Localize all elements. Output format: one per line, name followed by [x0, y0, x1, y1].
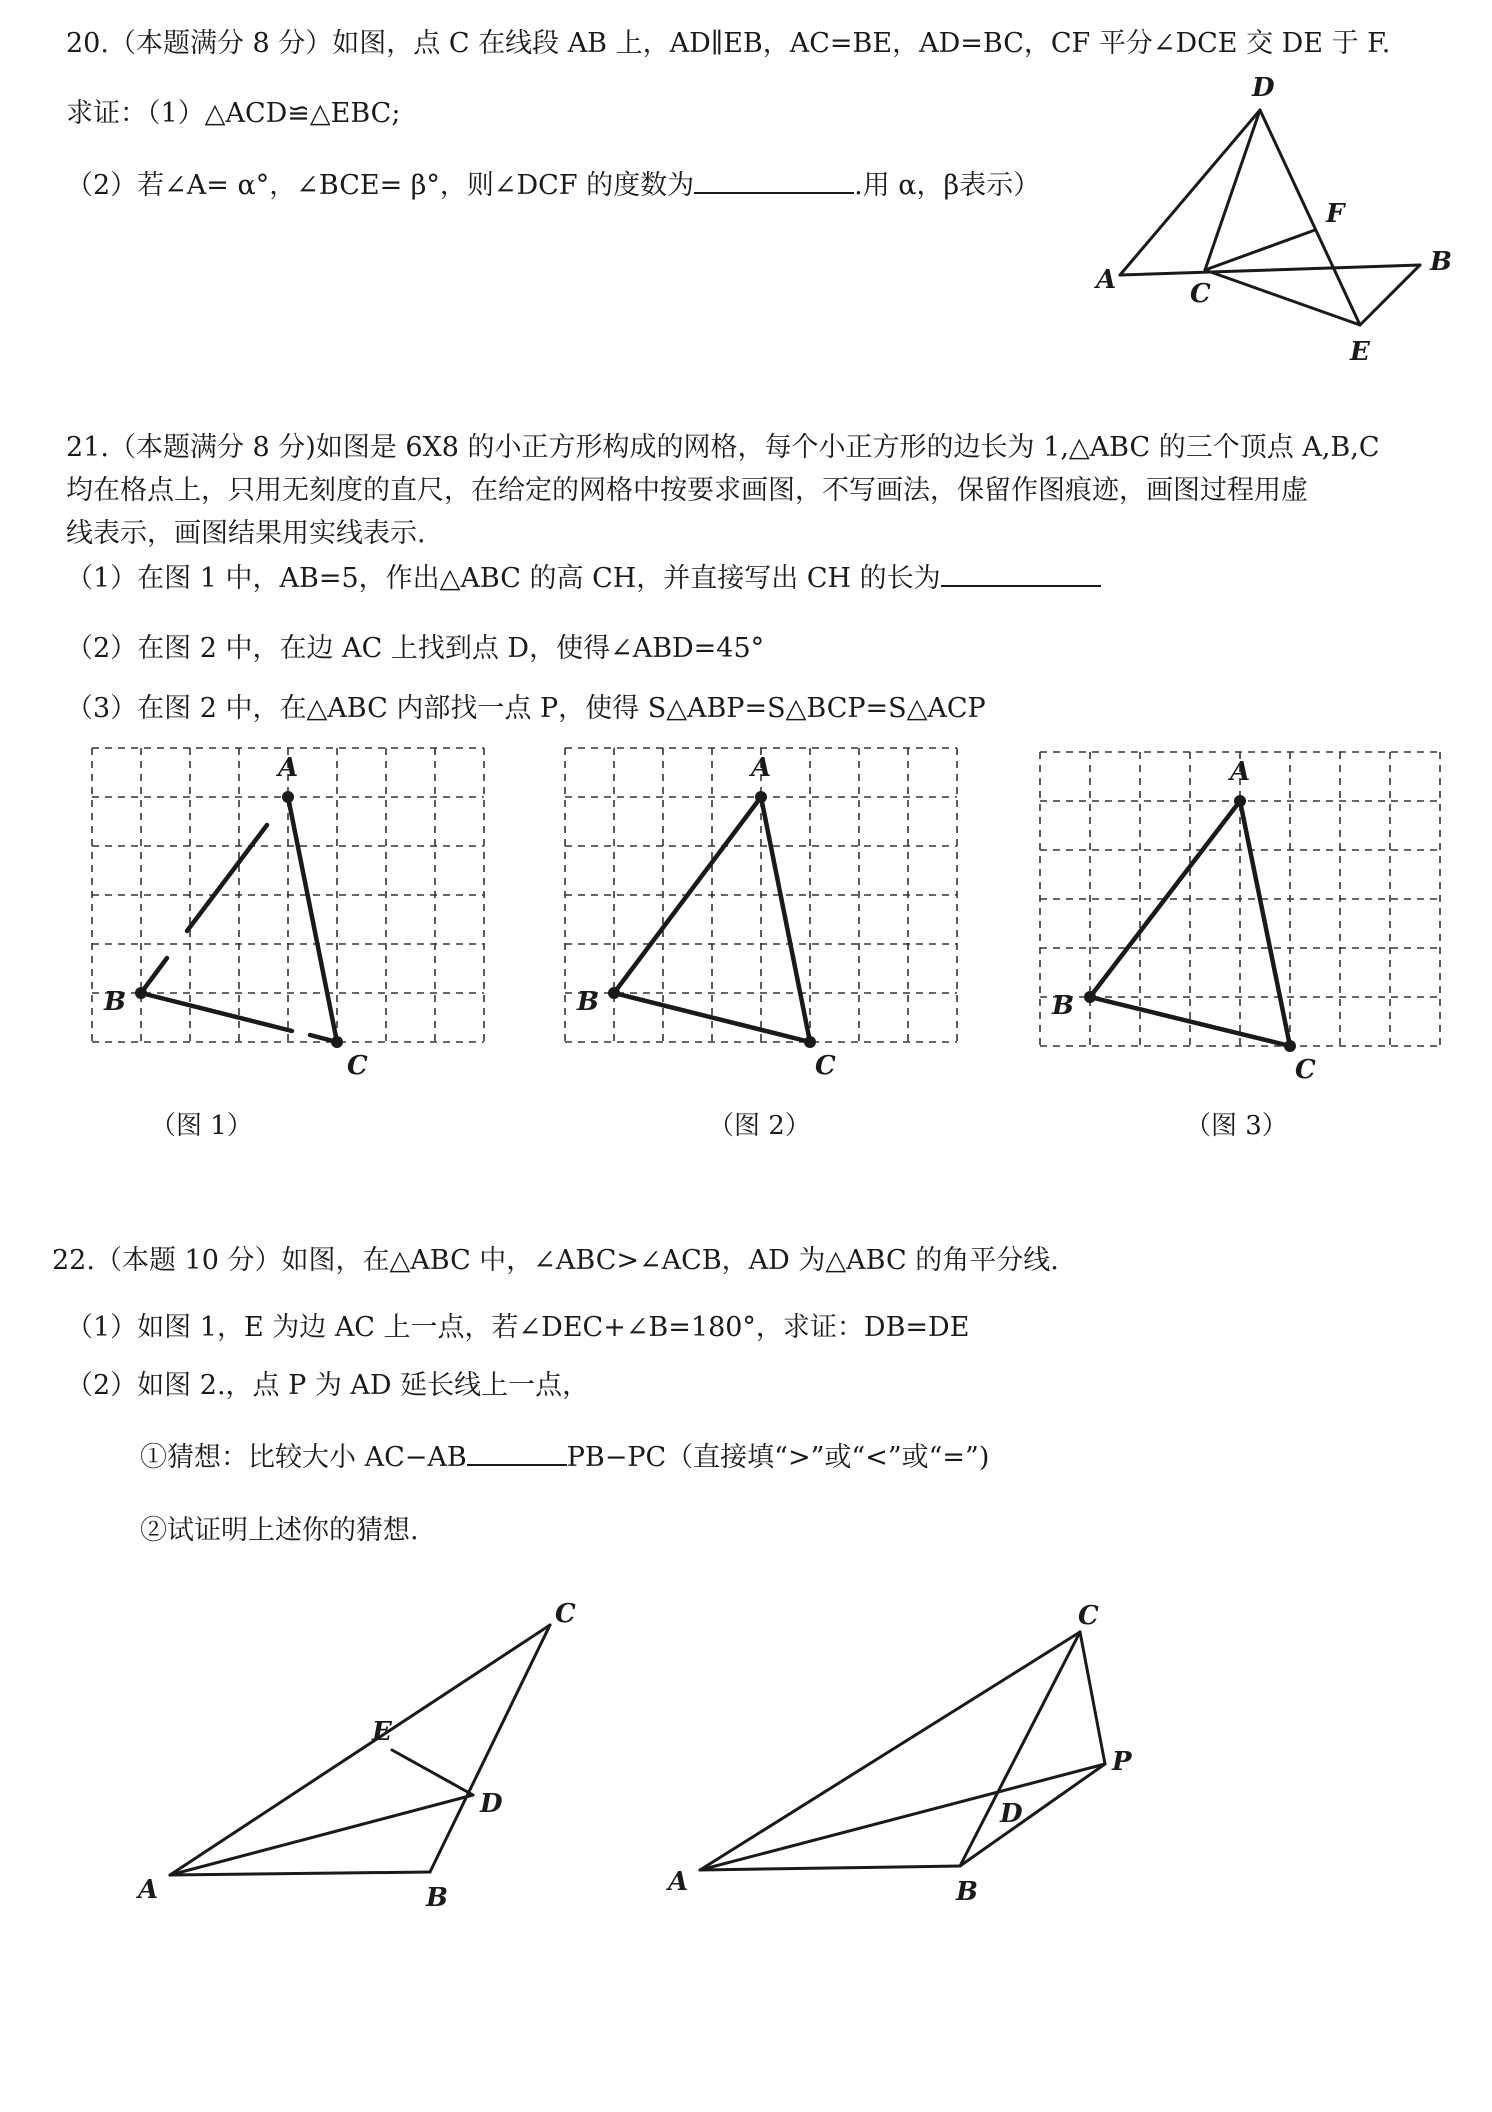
segment-cd [1205, 110, 1260, 270]
q20-label-a: A [1096, 265, 1117, 295]
q21-line2: 均在格点上，只用无刻度的直尺，在给定的网格中按要求画图，不写画法，保留作图痕迹，画图过程用虚 [66, 475, 1308, 506]
q20-label-c: C [1190, 279, 1211, 309]
q21-part1-text: （1）在图 1 中，AB=5，作出△ABC 的高 CH，并直接写出 CH 的长为 [66, 563, 941, 594]
q21-answer-blank[interactable] [941, 563, 1101, 587]
caption-figure-1: （图 1） [150, 1111, 253, 1141]
fig2-label-b: B [577, 987, 599, 1017]
fig1-label-b: B [104, 987, 126, 1017]
q21-part1 [66, 563, 1101, 595]
fig3-label-a: A [1230, 757, 1251, 787]
q22-figure-2 [660, 1600, 1200, 1920]
q22-prove: ②试证明上述你的猜想. [140, 1515, 419, 1546]
q21-grid-figure-2 [565, 748, 965, 1081]
fig3-label-b: B [1052, 991, 1074, 1021]
q20-label-b: B [1430, 247, 1452, 277]
fig1-label-c: C [347, 1051, 368, 1081]
q22-fig1-label-a: A [138, 1875, 159, 1905]
q22-part1: （1）如图 1，E 为边 AC 上一点，若∠DEC+∠B=180°，求证：DB=DE [66, 1312, 970, 1343]
q20-label-e: E [1350, 337, 1370, 367]
q20-figure [1080, 70, 1460, 380]
caption-figure-3: （图 3） [1185, 1111, 1288, 1141]
caption-figure-2: （图 2） [708, 1111, 811, 1141]
q20-answer-blank[interactable] [694, 170, 854, 194]
segment-de [1260, 110, 1360, 325]
fig1-label-a: A [278, 753, 299, 783]
fig2-label-c: C [815, 1051, 836, 1081]
q20-line1: 20.（本题满分 8 分）如图，点 C 在线段 AB 上，AD∥EB，AC=BE，AD=BC，CF 平分∠DCE 交 DE 于 F. [66, 28, 1391, 59]
q21-grid-figure-1 [92, 748, 492, 1081]
q21-grid-figure-3 [1040, 752, 1450, 1085]
q21-line1: 21.（本题满分 8 分)如图是 6X8 的小正方形构成的网格，每个小正方形的边长为 1,△ABC 的三个顶点 A,B,C [66, 432, 1380, 463]
q22-guess [140, 1442, 989, 1474]
q21-part3: （3）在图 2 中，在△ABC 内部找一点 P，使得 S△ABP=S△BCP=S△ACP [66, 693, 986, 724]
q22-fig2-label-p: P [1112, 1747, 1132, 1777]
q20-label-f: F [1326, 199, 1345, 229]
q22-line1: 22.（本题 10 分）如图，在△ABC 中，∠ABC>∠ACB，AD 为△ABC 的角平分线. [52, 1245, 1059, 1276]
q22-figure-1 [130, 1600, 610, 1920]
q22-fig1-label-b: B [426, 1883, 448, 1913]
q20-part2-text: （2）若∠A= α°，∠BCE= β°，则∠DCF 的度数为 [66, 170, 695, 201]
q22-fig1-label-c: C [555, 1599, 576, 1629]
q22-fig2-label-c: C [1078, 1601, 1099, 1631]
q20-line2: 求证：（1）△ACD≌△EBC; [66, 98, 401, 129]
q22-fig1-label-e: E [372, 1717, 392, 1747]
q22-guess-text: ①猜想：比较大小 AC−AB [140, 1442, 467, 1473]
fig3-label-c: C [1295, 1055, 1316, 1085]
q22-fig1-label-d: D [480, 1789, 503, 1819]
q22-part2: （2）如图 2.，点 P 为 AD 延长线上一点， [66, 1370, 590, 1401]
segment-ad [1120, 110, 1260, 275]
q22-answer-blank[interactable] [467, 1442, 567, 1466]
q21-part2: （2）在图 2 中，在边 AC 上找到点 D，使得∠ABD=45° [66, 633, 765, 664]
segment-ab [1120, 265, 1420, 275]
q22-fig2-label-a: A [668, 1867, 689, 1897]
q22-guess-tail: PB−PC（直接填“>”或“<”或“=”) [566, 1442, 990, 1473]
segment-cf [1205, 230, 1315, 270]
q20-part2-tail: .用 α，β表示） [854, 170, 1041, 201]
segment-be [1360, 265, 1420, 325]
q20-line3 [66, 170, 1040, 202]
q22-fig2-label-b: B [956, 1877, 978, 1907]
q21-line3: 线表示，画图结果用实线表示. [66, 518, 426, 549]
q20-label-d: D [1252, 73, 1275, 103]
q22-fig2-label-d: D [1000, 1799, 1023, 1829]
fig2-label-a: A [751, 753, 772, 783]
